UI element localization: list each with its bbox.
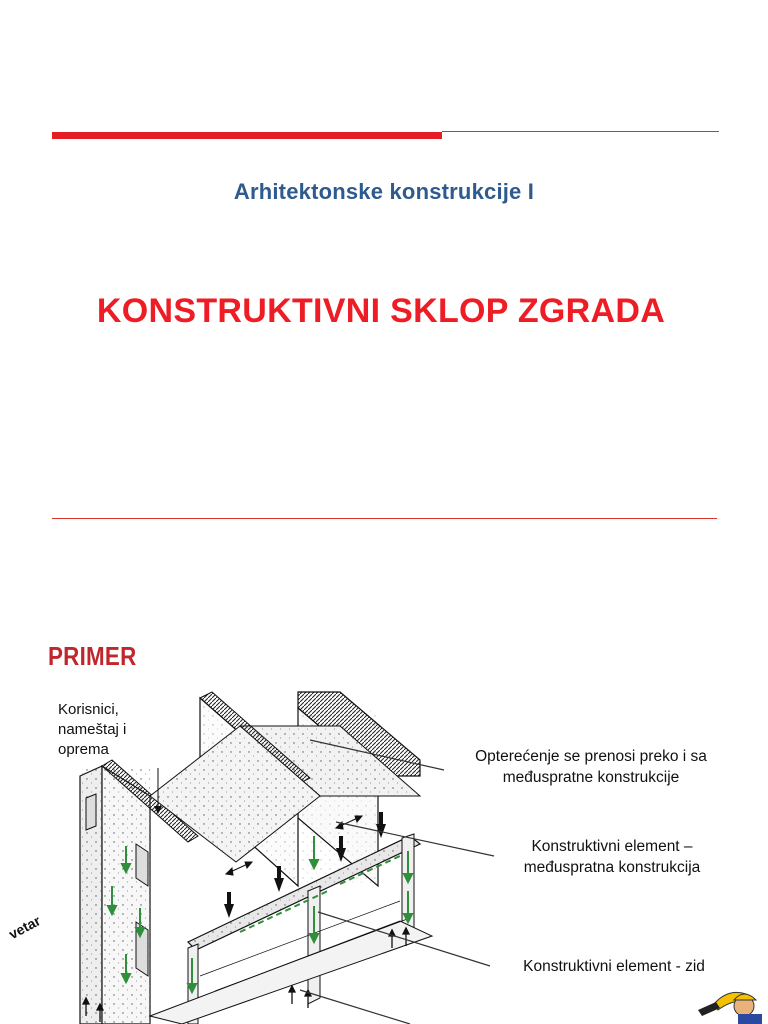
- label-users-line: oprema: [58, 741, 109, 758]
- example-heading: PRIMER: [48, 641, 137, 671]
- course-title: Arhitektonske konstrukcije I: [233, 179, 535, 204]
- callout-line: Konstruktivni element - zid: [523, 958, 705, 975]
- main-title: KONSTRUKTIVNI SKLOP ZGRADA: [96, 292, 666, 330]
- callout-line: Konstruktivni element –: [531, 838, 693, 855]
- callout-line: Opterećenje se prenosi preko i sa: [475, 748, 707, 765]
- label-wind: vetar: [6, 912, 44, 943]
- callout-slab-element: [494, 836, 730, 878]
- label-users-line: Korisnici,: [58, 701, 119, 718]
- callout-line: međuspratne konstrukcije: [502, 769, 680, 786]
- title-accent-bar: [52, 132, 442, 139]
- slide-divider-line: [52, 518, 717, 519]
- construction-worker-icon: [694, 980, 768, 1024]
- callout-line: međuspratna konstrukcija: [523, 859, 701, 876]
- title-accent-line: [442, 131, 719, 132]
- label-users-line: nameštaj i: [58, 721, 127, 738]
- label-users-furniture-equipment: [58, 700, 168, 760]
- callout-load-transfer: [443, 746, 739, 788]
- callout-wall-element: [496, 956, 732, 977]
